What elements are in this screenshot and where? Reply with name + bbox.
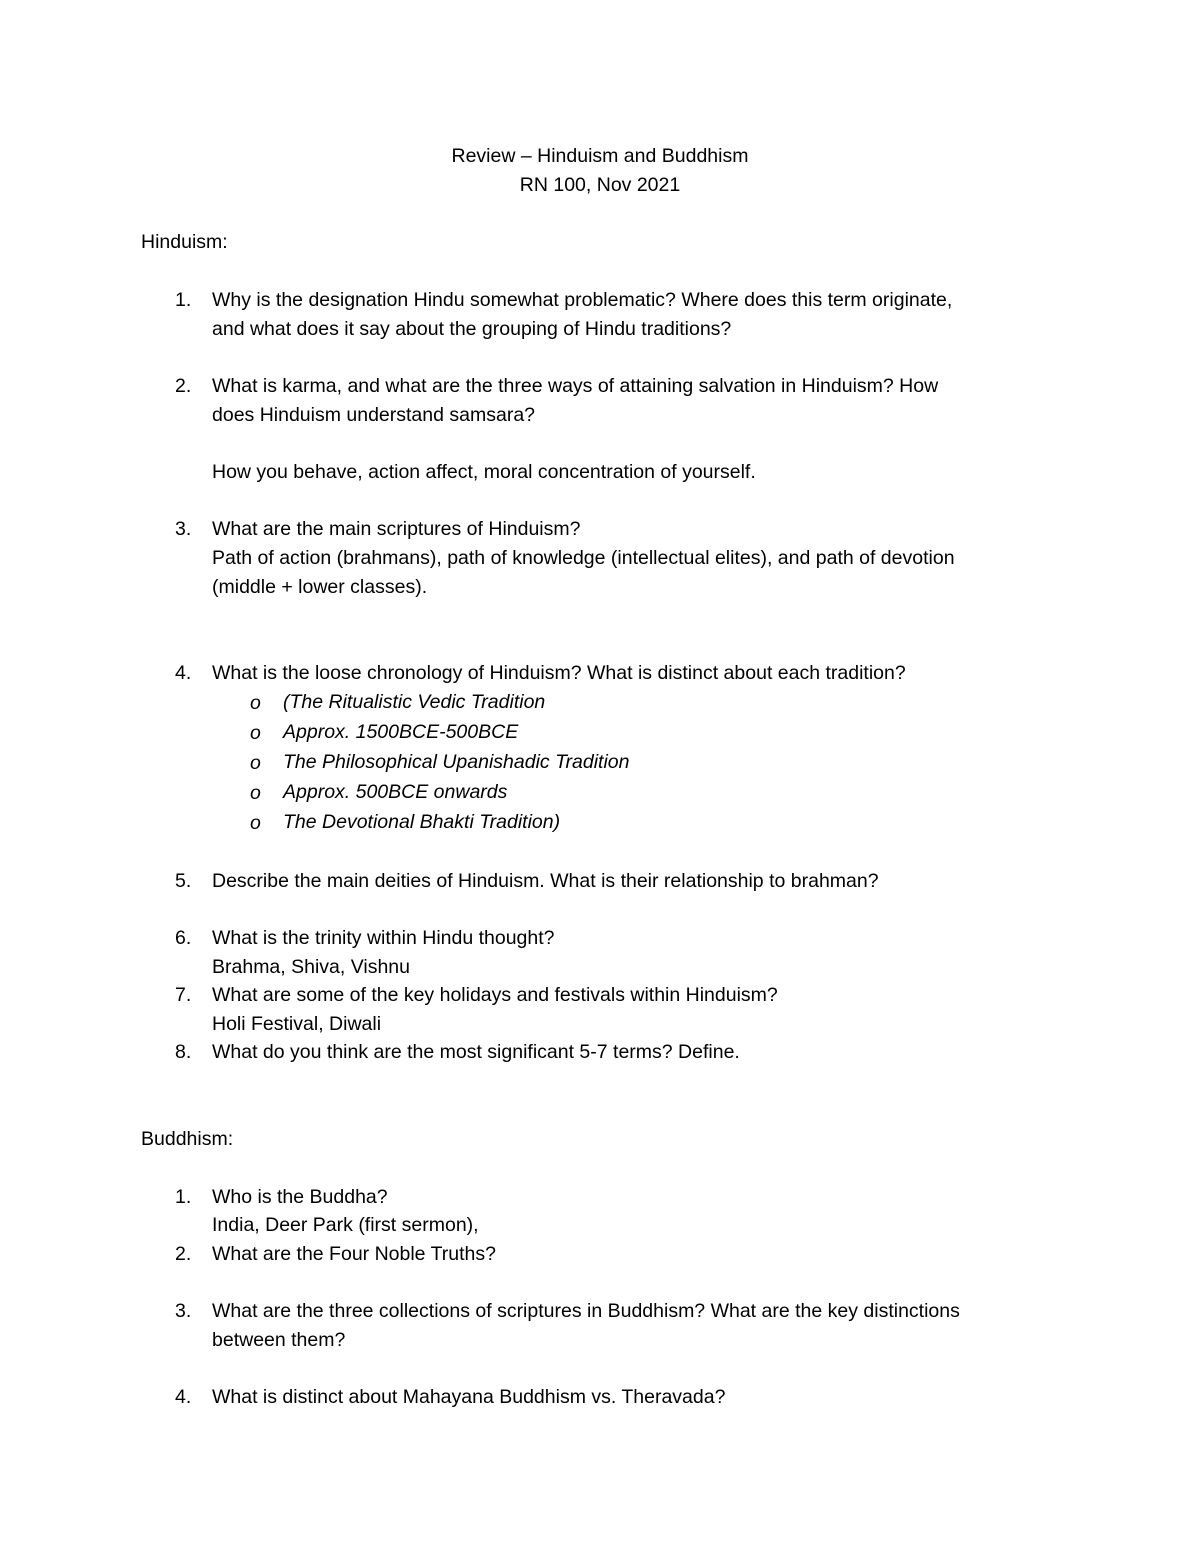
hinduism-q7-answer: Holi Festival, Diwali (212, 1013, 382, 1035)
hinduism-q6-line1: What is the trinity within Hindu thought? (212, 927, 555, 949)
document-title: Review – Hinduism and Buddhism (451, 145, 749, 167)
buddhism-q1-answer: India, Deer Park (first sermon), (212, 1214, 479, 1236)
bullet-marker: o (250, 782, 261, 804)
buddhism-q2-line1: What are the Four Noble Truths? (212, 1243, 496, 1265)
hinduism-q2-number: 2. (175, 375, 192, 397)
buddhism-q3-line2: between them? (212, 1329, 346, 1351)
hinduism-q7-line1: What are some of the key holidays and festivals within Hinduism? (212, 984, 778, 1006)
hinduism-q1-number: 1. (175, 289, 192, 311)
hinduism-q8-line1: What do you think are the most significant 5-7 terms? Define. (212, 1041, 740, 1063)
buddhism-q2-number: 2. (175, 1243, 192, 1265)
buddhism-q3-line1: What are the three collections of scriptures in Buddhism? What are the key distinctions (212, 1300, 960, 1322)
hinduism-heading: Hinduism: (141, 231, 228, 253)
hinduism-q2-line1: What is karma, and what are the three ways of attaining salvation in Hinduism? How (212, 375, 939, 397)
hinduism-q2-answer: How you behave, action affect, moral concentration of yourself. (212, 461, 756, 483)
buddhism-q3-number: 3. (175, 1300, 192, 1322)
chronology-item: Approx. 500BCE onwards (283, 781, 508, 803)
bullet-marker: o (250, 812, 261, 834)
hinduism-q8-number: 8. (175, 1041, 192, 1063)
buddhism-q1-line1: Who is the Buddha? (212, 1186, 388, 1208)
hinduism-q6-number: 6. (175, 927, 192, 949)
hinduism-q3-answer2: (middle + lower classes). (212, 576, 428, 598)
hinduism-q3-answer1: Path of action (brahmans), path of knowledge (intellectual elites), and path of devotion (212, 547, 955, 569)
hinduism-q3-number: 3. (175, 518, 192, 540)
chronology-item: Approx. 1500BCE-500BCE (283, 721, 519, 743)
hinduism-q5-line1: Describe the main deities of Hinduism. What is their relationship to brahman? (212, 870, 879, 892)
hinduism-q4-number: 4. (175, 662, 192, 684)
chronology-item: The Philosophical Upanishadic Tradition (283, 751, 630, 773)
chronology-item: The Devotional Bhakti Tradition) (283, 811, 561, 833)
bullet-marker: o (250, 722, 261, 744)
hinduism-q1-line1: Why is the designation Hindu somewhat problematic? Where does this term originate, (212, 289, 953, 311)
buddhism-heading: Buddhism: (141, 1128, 234, 1150)
hinduism-q6-answer: Brahma, Shiva, Vishnu (212, 956, 410, 978)
bullet-marker: o (250, 752, 261, 774)
chronology-item: (The Ritualistic Vedic Tradition (283, 691, 546, 713)
buddhism-q4-number: 4. (175, 1386, 192, 1408)
hinduism-q1-line2: and what does it say about the grouping of Hindu traditions? (212, 318, 732, 340)
bullet-marker: o (250, 692, 261, 714)
hinduism-q7-number: 7. (175, 984, 192, 1006)
document-subtitle: RN 100, Nov 2021 (519, 174, 681, 196)
hinduism-q3-line1: What are the main scriptures of Hinduism? (212, 518, 581, 540)
hinduism-q2-line2: does Hinduism understand samsara? (212, 404, 536, 426)
buddhism-q1-number: 1. (175, 1186, 192, 1208)
buddhism-q4-line1: What is distinct about Mahayana Buddhism vs. Theravada? (212, 1386, 726, 1408)
hinduism-q4-line1: What is the loose chronology of Hinduism? What is distinct about each tradition? (212, 662, 906, 684)
hinduism-q5-number: 5. (175, 870, 192, 892)
